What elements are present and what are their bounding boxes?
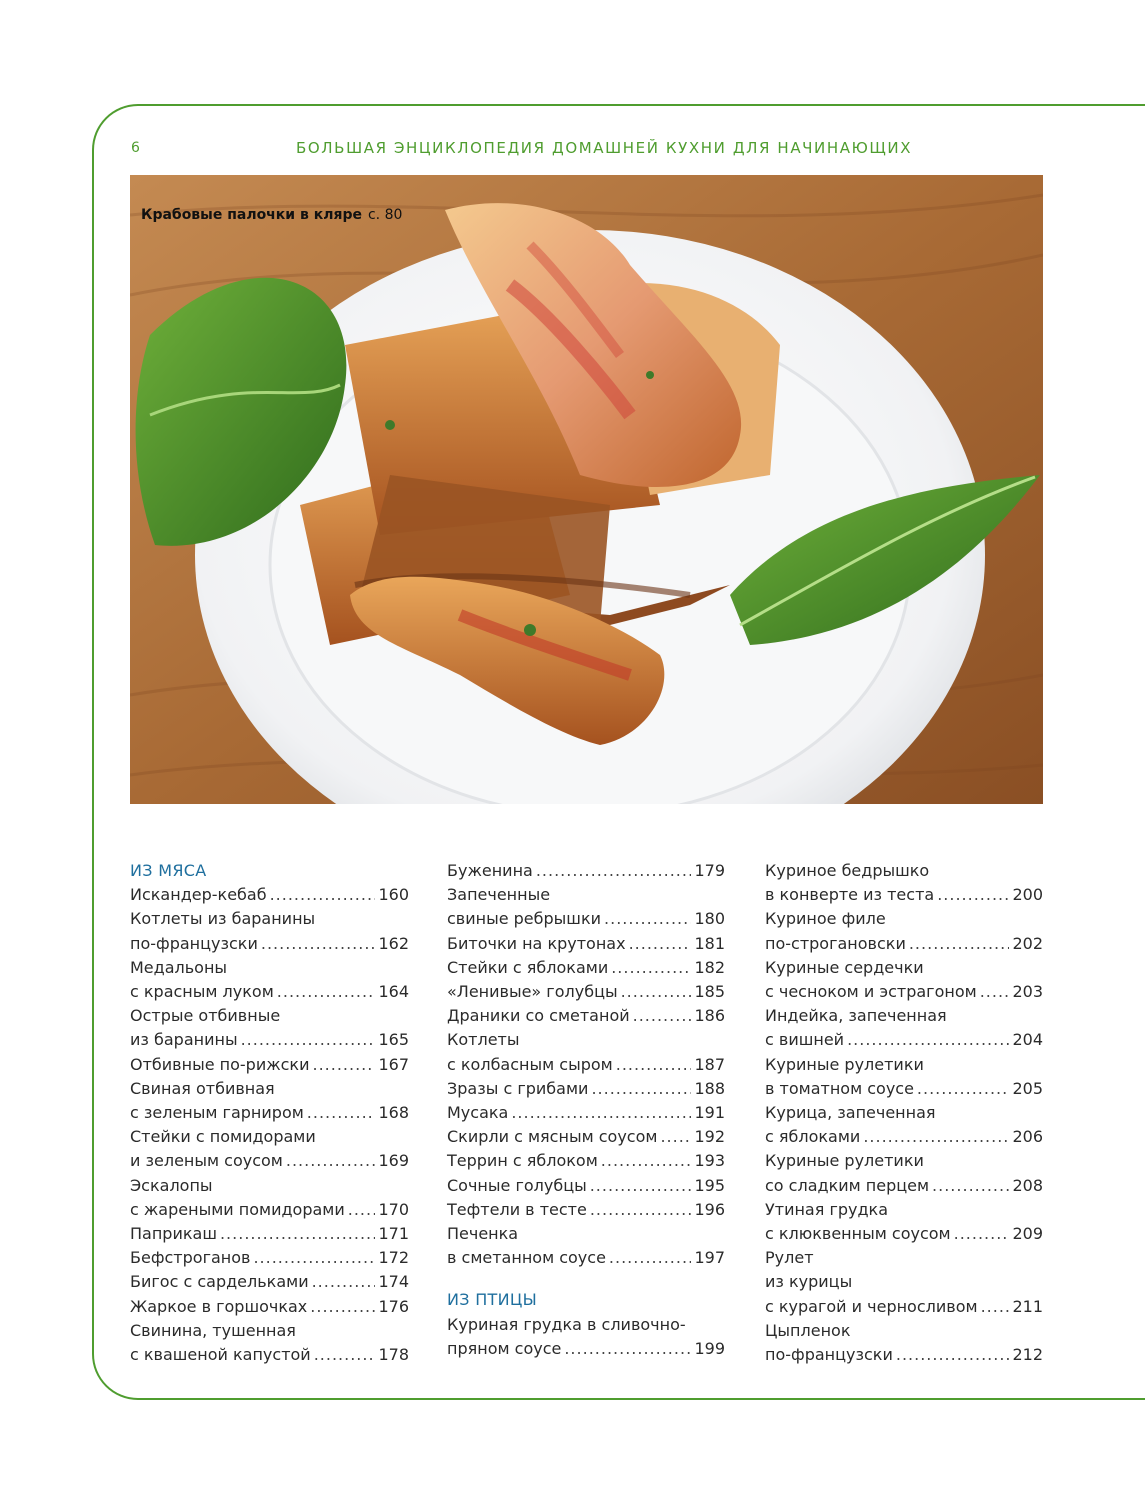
- toc-page-number: 209: [1012, 1224, 1043, 1244]
- toc-entry-title: Куриная грудка в сливочно-: [447, 1314, 686, 1334]
- toc-entry[interactable]: [130, 1270, 409, 1294]
- toc-page-number: 202: [1012, 933, 1043, 953]
- toc-page-number: 176: [378, 1296, 409, 1316]
- dot-leader: [314, 1343, 376, 1367]
- toc-entry-title: с жареными помидорами: [130, 1199, 345, 1219]
- toc-entry-title: и зеленым соусом: [130, 1151, 283, 1171]
- toc-entry[interactable]: [765, 1174, 1043, 1198]
- dot-leader: [590, 1198, 692, 1222]
- dot-leader: [980, 980, 1010, 1004]
- toc-entry-title: Драники со сметаной: [447, 1006, 630, 1026]
- caption-dish-name: Крабовые палочки в кляре: [141, 207, 362, 223]
- toc-entry-line: [130, 1077, 409, 1101]
- dot-leader: [220, 1222, 375, 1246]
- toc-entry-line: [765, 1053, 1043, 1077]
- toc-entry-line: [447, 1222, 725, 1246]
- toc-entry[interactable]: [447, 980, 725, 1004]
- dot-leader: [633, 1004, 692, 1028]
- toc-entry[interactable]: [765, 883, 1043, 907]
- toc-entry-title: из курицы: [765, 1272, 853, 1292]
- toc-entry-title: Мусака: [447, 1103, 509, 1123]
- toc-column-2: [447, 859, 725, 1361]
- toc-entry-line: [447, 1028, 725, 1052]
- toc-page-number: 203: [1012, 982, 1043, 1002]
- toc-entry[interactable]: [130, 1028, 409, 1052]
- toc-entry-title: Тефтели в тесте: [447, 1199, 587, 1219]
- toc-entry-line: [765, 1004, 1043, 1028]
- toc-entry[interactable]: [447, 907, 725, 931]
- toc-entry-title: со сладким перцем: [765, 1175, 930, 1195]
- toc-entry[interactable]: [447, 1198, 725, 1222]
- toc-page-number: 205: [1012, 1078, 1043, 1098]
- toc-page-number: 169: [378, 1151, 409, 1171]
- toc-entry-title: с чесноком и эстрагоном: [765, 982, 977, 1002]
- toc-page-number: 180: [694, 909, 725, 929]
- toc-entry-title: Сочные голубцы: [447, 1175, 587, 1195]
- toc-page-number: 212: [1012, 1345, 1043, 1365]
- toc-page-number: 196: [694, 1199, 725, 1219]
- toc-page-number: 179: [694, 861, 725, 880]
- toc-page-number: 187: [694, 1054, 725, 1074]
- dot-leader: [310, 1295, 375, 1319]
- dot-leader: [270, 883, 376, 907]
- toc-entry-title: Биточки на крутонах: [447, 933, 626, 953]
- toc-entry-title: с яблоками: [765, 1127, 861, 1147]
- toc-entry-line: [130, 907, 409, 931]
- dot-leader: [286, 1149, 376, 1173]
- toc-entry[interactable]: [765, 1222, 1043, 1246]
- toc-page-number: 192: [694, 1127, 725, 1147]
- toc-page-number: 162: [378, 933, 409, 953]
- dot-leader: [909, 932, 1010, 956]
- toc-section-heading: ИЗ ПТИЦЫ: [447, 1290, 538, 1310]
- toc-entry-title: Скирли с мясным соусом: [447, 1127, 658, 1147]
- dot-leader: [590, 1174, 692, 1198]
- dot-leader: [601, 1149, 692, 1173]
- toc-entry-title: Медальоны: [130, 957, 228, 977]
- dot-leader: [261, 932, 376, 956]
- toc-entry-title: Цыпленок: [765, 1320, 851, 1340]
- toc-page-number: 206: [1012, 1127, 1043, 1147]
- toc-entry-title: в сметанном соусе: [447, 1248, 606, 1268]
- toc-entry-title: по-строгановски: [765, 933, 906, 953]
- toc-entry-line: [765, 907, 1043, 931]
- toc-entry-line: [765, 859, 1043, 883]
- toc-entry-title: Индейка, запеченная: [765, 1006, 947, 1026]
- toc-entry-line: [130, 1174, 409, 1198]
- toc-entry-title: Котлеты из баранины: [130, 909, 316, 929]
- dot-leader: [616, 1053, 692, 1077]
- dot-leader: [591, 1077, 691, 1101]
- dot-leader: [896, 1343, 1010, 1367]
- toc-entry-line: [765, 1319, 1043, 1343]
- toc-page-number: 164: [378, 982, 409, 1002]
- toc-entry-title: по-французски: [130, 933, 258, 953]
- dot-leader: [604, 907, 691, 931]
- toc-entry-title: Печенка: [447, 1224, 519, 1244]
- toc-entry[interactable]: [447, 1337, 725, 1361]
- toc-entry-line: [765, 956, 1043, 980]
- toc-page-number: 185: [694, 982, 725, 1002]
- toc-entry-title: Бигос с сардельками: [130, 1272, 309, 1292]
- dot-leader: [564, 1337, 691, 1361]
- toc-entry[interactable]: [130, 1101, 409, 1125]
- dot-leader: [863, 1125, 1009, 1149]
- toc-entry-title: Свинина, тушенная: [130, 1320, 296, 1340]
- running-title: БОЛЬШАЯ ЭНЦИКЛОПЕДИЯ ДОМАШНЕЙ КУХНИ ДЛЯ НАЧИНАЮЩИХ: [296, 139, 913, 157]
- toc-page-number: 170: [378, 1199, 409, 1219]
- toc-entry-title: Буженина: [447, 861, 533, 880]
- toc-entry[interactable]: [130, 1198, 409, 1222]
- toc-entry[interactable]: [130, 883, 409, 907]
- toc-entry[interactable]: [765, 1125, 1043, 1149]
- toc-entry-line: [765, 1270, 1043, 1294]
- toc-entry-title: Стейки с яблоками: [447, 957, 609, 977]
- dot-leader: [629, 932, 692, 956]
- toc-column-3: [765, 859, 1043, 1367]
- dot-leader: [609, 1246, 692, 1270]
- toc-page-number: 204: [1012, 1030, 1043, 1050]
- toc-entry-title: «Ленивые» голубцы: [447, 982, 618, 1002]
- toc-page-number: 168: [378, 1103, 409, 1123]
- toc-column-1: [130, 859, 409, 1367]
- toc-entry-title: Куриное бедрышко: [765, 861, 930, 880]
- toc-entry[interactable]: [447, 1004, 725, 1028]
- toc-entry-line: [447, 1313, 725, 1337]
- toc-entry-title: Курица, запеченная: [765, 1103, 936, 1123]
- toc-entry[interactable]: [130, 1295, 409, 1319]
- toc-entry-title: с клюквенным соусом: [765, 1224, 951, 1244]
- toc-entry-title: с курагой и черносливом: [765, 1296, 978, 1316]
- toc-entry[interactable]: [447, 1125, 725, 1149]
- toc-entry[interactable]: [447, 1077, 725, 1101]
- toc-entry-title: Свиная отбивная: [130, 1078, 275, 1098]
- toc-entry[interactable]: [130, 980, 409, 1004]
- toc-entry-title: из баранины: [130, 1030, 238, 1050]
- toc-page-number: 208: [1012, 1175, 1043, 1195]
- toc-entry-line: [130, 1319, 409, 1343]
- toc-entry-title: Искандер-кебаб: [130, 885, 267, 905]
- toc-entry[interactable]: [765, 1028, 1043, 1052]
- toc-entry[interactable]: [130, 1246, 409, 1270]
- toc-entry-title: Утиная грудка: [765, 1199, 889, 1219]
- toc-page-number: 186: [694, 1006, 725, 1026]
- dish-photo: [130, 175, 1043, 804]
- toc-entry[interactable]: [130, 1053, 409, 1077]
- caption-page-ref: с. 80: [367, 207, 403, 223]
- toc-page-number: 167: [378, 1054, 409, 1074]
- toc-entry-title: Куриные рулетики: [765, 1151, 924, 1171]
- toc-entry-title: Стейки с помидорами: [130, 1127, 316, 1147]
- toc-page-number: 174: [378, 1272, 409, 1292]
- page-number: 6: [131, 140, 140, 156]
- toc-entry-line: [447, 883, 725, 907]
- toc-entry[interactable]: [130, 1222, 409, 1246]
- toc-page-number: 178: [378, 1345, 409, 1365]
- dot-leader: [253, 1246, 375, 1270]
- toc-entry[interactable]: [765, 980, 1043, 1004]
- dot-leader: [954, 1222, 1010, 1246]
- dot-leader: [536, 859, 692, 883]
- toc-entry-title: Террин с яблоком: [447, 1151, 598, 1171]
- toc-entry-title: в конверте из теста: [765, 885, 935, 905]
- dot-leader: [621, 980, 692, 1004]
- dish-photo-illustration: [130, 175, 1043, 804]
- dot-leader: [511, 1101, 691, 1125]
- toc-entry-title: пряном соусе: [447, 1338, 562, 1358]
- toc-entry-title: Зразы с грибами: [447, 1078, 589, 1098]
- toc-entry-title: Паприкаш: [130, 1224, 217, 1244]
- toc-entry-title: с зеленым гарниром: [130, 1103, 304, 1123]
- dot-leader: [937, 883, 1009, 907]
- toc-entry-title: Бефстроганов: [130, 1248, 251, 1268]
- toc-page-number: 188: [694, 1078, 725, 1098]
- toc-entry-title: Жаркое в горшочках: [130, 1296, 308, 1316]
- toc-page-number: 181: [694, 933, 725, 953]
- toc-entry-title: с красным луком: [130, 982, 274, 1002]
- dot-leader: [307, 1101, 376, 1125]
- toc-entry[interactable]: [447, 932, 725, 956]
- toc-entry[interactable]: [447, 1149, 725, 1173]
- toc-entry-title: Куриные рулетики: [765, 1054, 924, 1074]
- toc-page-number: 182: [694, 957, 725, 977]
- dot-leader: [660, 1125, 691, 1149]
- toc-entry[interactable]: [765, 1343, 1043, 1367]
- toc-entry-title: с квашеной капустой: [130, 1345, 311, 1365]
- toc-entry[interactable]: [447, 1053, 725, 1077]
- toc-page-number: 171: [378, 1224, 409, 1244]
- dot-leader: [847, 1028, 1009, 1052]
- toc-entry[interactable]: [447, 1246, 725, 1270]
- toc-entry-title: Рулет: [765, 1248, 814, 1268]
- toc-page-number: 193: [694, 1151, 725, 1171]
- toc-entry[interactable]: [765, 932, 1043, 956]
- toc-entry-title: свиные ребрышки: [447, 909, 602, 929]
- toc-page-number: 195: [694, 1175, 725, 1195]
- dot-leader: [348, 1198, 376, 1222]
- toc-entry[interactable]: [765, 1077, 1043, 1101]
- dot-leader: [611, 956, 691, 980]
- toc-entry-title: в томатном соусе: [765, 1078, 914, 1098]
- toc-entry-title: Запеченные: [447, 885, 551, 905]
- photo-caption: [141, 207, 402, 223]
- toc-entry-title: Котлеты: [447, 1030, 520, 1050]
- toc-section-heading: ИЗ МЯСА: [130, 861, 207, 880]
- dot-leader: [312, 1270, 376, 1294]
- toc-page-number: 211: [1012, 1296, 1043, 1316]
- toc-entry-line: [130, 956, 409, 980]
- toc-entry[interactable]: [447, 956, 725, 980]
- toc-page-number: 191: [694, 1103, 725, 1123]
- toc-entry-line: [765, 1198, 1043, 1222]
- toc-page-number: 160: [378, 885, 409, 905]
- toc-entry[interactable]: [765, 1295, 1043, 1319]
- dot-leader: [981, 1295, 1010, 1319]
- toc-page-number: 172: [378, 1248, 409, 1268]
- toc-entry-line: [765, 1101, 1043, 1125]
- toc-entry[interactable]: [447, 859, 725, 883]
- toc-entry-title: Куриное филе: [765, 909, 886, 929]
- toc-page-number: 197: [694, 1248, 725, 1268]
- toc-entry[interactable]: [130, 1343, 409, 1367]
- toc-entry-title: Острые отбивные: [130, 1006, 281, 1026]
- toc-entry[interactable]: [130, 932, 409, 956]
- toc-page-number: 165: [378, 1030, 409, 1050]
- toc-entry-title: по-французски: [765, 1345, 893, 1365]
- toc-entry-title: с колбасным сыром: [447, 1054, 613, 1074]
- dot-leader: [917, 1077, 1010, 1101]
- toc-page-number: 200: [1012, 885, 1043, 905]
- dot-leader: [312, 1053, 375, 1077]
- toc-entry[interactable]: [447, 1174, 725, 1198]
- toc-entry[interactable]: [130, 1149, 409, 1173]
- toc-entry-title: Отбивные по-рижски: [130, 1054, 310, 1074]
- toc-entry-line: [765, 1246, 1043, 1270]
- dot-leader: [277, 980, 376, 1004]
- toc-entry-title: Куриные сердечки: [765, 957, 924, 977]
- dot-leader: [241, 1028, 376, 1052]
- toc-entry[interactable]: [447, 1101, 725, 1125]
- dot-leader: [932, 1174, 1009, 1198]
- toc-entry-title: Эскалопы: [130, 1175, 213, 1195]
- toc-entry-line: [130, 1004, 409, 1028]
- toc-entry-title: с вишней: [765, 1030, 845, 1050]
- toc-entry-line: [130, 1125, 409, 1149]
- toc-page-number: 199: [694, 1338, 725, 1358]
- toc-entry-line: [765, 1149, 1043, 1173]
